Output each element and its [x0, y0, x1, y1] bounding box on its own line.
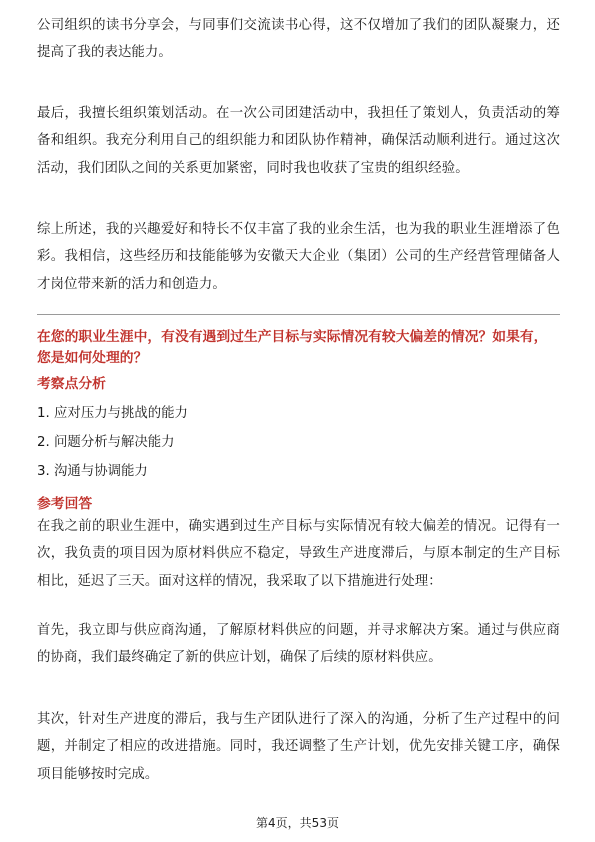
paragraph-text: 首先，我立即与供应商沟通，了解原材料供应的问题，并寻求解决方案。通过与供应商的协商，我们最终确定了新的供应计划，确保了后续的原材料供应。	[37, 623, 560, 666]
answer-title: 参考回答	[37, 496, 93, 512]
paragraph-text: 公司组织的读书分享会，与同事们交流读书心得，这不仅增加了我们的团队凝聚力，还提高了我的表达能力。	[37, 18, 560, 61]
paragraph-text: 在我之前的职业生涯中，确实遇到过生产目标与实际情况有较大偏差的情况。记得有一次，我负责的项目因为原材料供应不稳定，导致生产进度滞后，与原本制定的生产目标相比，延迟了三天。面对这样的情况，我采取了以下措施进行处理：	[37, 519, 560, 589]
answer-paragraph-2	[37, 617, 560, 672]
interview-question	[37, 327, 560, 369]
analysis-item: 1. 应对压力与挑战的能力	[37, 406, 188, 421]
top-paragraph-1	[37, 12, 560, 67]
answer-paragraph-1	[37, 513, 560, 595]
analysis-item: 3. 沟通与协调能力	[37, 464, 148, 479]
paragraph-text: 最后，我擅长组织策划活动。在一次公司团建活动中，我担任了策划人，负责活动的筹备和组织。我充分利用自己的组织能力和团队协作精神，确保活动顺利进行。通过这次活动，我们团队之间的关系更加紧密，同时我也收获了宝贵的组织经验。	[37, 106, 560, 176]
top-paragraph-3	[37, 216, 560, 298]
question-text: 在您的职业生涯中，有没有遇到过生产目标与实际情况有较大偏差的情况？如果有，您是如何处理的？	[37, 329, 548, 366]
section-divider	[37, 314, 560, 315]
top-paragraph-2	[37, 100, 560, 182]
answer-title-block	[37, 494, 560, 514]
paragraph-text: 综上所述，我的兴趣爱好和特长不仅丰富了我的业余生活，也为我的职业生涯增添了色彩。我相信，这些经历和技能能够为安徽天大企业（集团）公司的生产经营管理储备人才岗位带来新的活力和创造力。	[37, 222, 560, 292]
answer-paragraph-3	[37, 706, 560, 788]
analysis-section	[37, 374, 560, 482]
analysis-title: 考察点分析	[37, 376, 106, 392]
page-number: 第4页，共53页	[256, 816, 339, 830]
paragraph-text: 其次，针对生产进度的滞后，我与生产团队进行了深入的沟通，分析了生产过程中的问题，并制定了相应的改进措施。同时，我还调整了生产计划，优先安排关键工序，确保项目能够按时完成。	[37, 712, 560, 782]
analysis-item: 2. 问题分析与解决能力	[37, 435, 175, 450]
